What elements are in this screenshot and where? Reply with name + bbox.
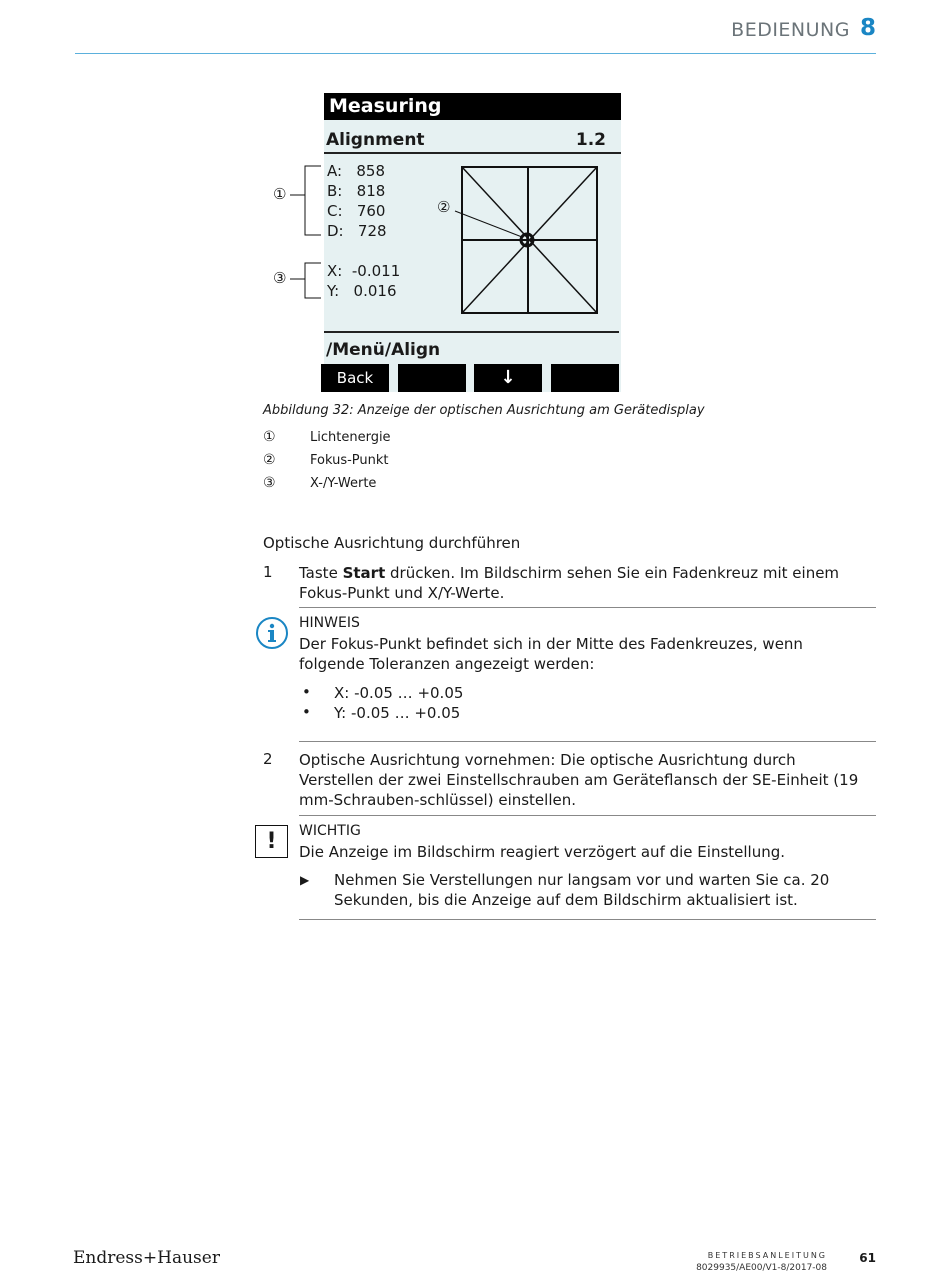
bullet-dot-1: • — [302, 683, 311, 701]
display-divider-bottom — [324, 331, 619, 333]
value-row-x: X: -0.011 — [327, 262, 401, 280]
note-title: HINWEIS — [299, 615, 360, 631]
note-bullet-2: Y: -0.05 … +0.05 — [334, 704, 461, 722]
softkey-down-arrow-icon[interactable]: ↓ — [474, 364, 542, 392]
callout-2-leader — [455, 211, 522, 237]
display-subtitle: Alignment — [326, 130, 425, 150]
figure-caption: Abbildung 32: Anzeige der optischen Ausrichtung am Gerätedisplay — [263, 403, 705, 418]
note-bottom-rule — [299, 741, 876, 742]
important-title: WICHTIG — [299, 823, 361, 839]
step-2-number: 2 — [263, 750, 273, 768]
callout-1-bracket — [290, 166, 321, 235]
legend-number-2: ② — [263, 452, 276, 468]
step-1-text: Taste Start drücken. Im Bildschirm sehen Sie ein Fadenkreuz mit einem Fokus-Punkt und X/Y-Werte. — [299, 564, 840, 602]
page-number: 61 — [859, 1251, 876, 1265]
value-row-y: Y: 0.016 — [327, 282, 397, 300]
step-2-text: Optische Ausrichtung vornehmen: Die optische Ausrichtung durch Verstellen der zwei Einstellschrauben am Geräteflansch der SE-Einheit (19 mm-Schrauben-schlüssel) einstellen. — [299, 751, 859, 809]
brand-logo: Endress+Hauser — [73, 1248, 220, 1268]
value-row-c: C: 760 — [327, 202, 386, 220]
action-triangle-icon: ▶ — [300, 873, 310, 887]
note-top-rule — [299, 607, 876, 608]
important-text: Die Anzeige im Bildschirm reagiert verzögert auf die Einstellung. — [299, 843, 786, 861]
legend-text-1: Lichtenergie — [310, 430, 391, 445]
value-row-b: B: 818 — [327, 182, 386, 200]
footer-doc-type: BETRIEBSANLEITUNG — [707, 1251, 827, 1260]
warning-exclamation-icon: ! — [255, 825, 288, 858]
important-action: Nehmen Sie Verstellungen nur langsam vor und warten Sie ca. 20 Sekunden, bis die Anzeige auf dem Bildschirm aktualisiert ist. — [334, 871, 830, 909]
procedure-heading: Optische Ausrichtung durchführen — [263, 534, 521, 552]
step-1-number: 1 — [263, 563, 273, 581]
softkey-2[interactable] — [398, 364, 466, 392]
display-subtitle-value: 1.2 — [575, 130, 606, 150]
note-bullet-1: X: -0.05 … +0.05 — [334, 684, 464, 702]
display-title: Measuring — [324, 93, 621, 120]
callout-2-marker: ② — [437, 198, 451, 216]
callout-3-marker: ③ — [273, 269, 287, 287]
softkey-back[interactable]: Back — [321, 364, 389, 392]
important-bottom-rule — [299, 919, 876, 920]
focus-point-icon — [521, 234, 533, 246]
important-top-rule — [299, 815, 876, 816]
value-row-d: D: 728 — [327, 222, 387, 240]
chapter-number: 8 — [859, 15, 876, 41]
footer-doc-code: 8029935/AE00/V1-8/2017-08 — [696, 1263, 827, 1273]
bullet-dot-2: • — [302, 703, 311, 721]
callout-1-marker: ① — [273, 185, 287, 203]
alignment-figure-graphics — [0, 0, 950, 420]
section-title: BEDIENUNG — [731, 19, 850, 41]
callout-3-bracket — [290, 263, 321, 298]
note-text: Der Fokus-Punkt befindet sich in der Mitte des Fadenkreuzes, wenn folgende Toleranzen angezeigt werden: — [299, 635, 803, 673]
softkey-4[interactable] — [551, 364, 619, 392]
legend-number-1: ① — [263, 429, 276, 445]
value-row-a: A: 858 — [327, 162, 386, 180]
legend-text-2: Fokus-Punkt — [310, 453, 389, 468]
display-menu-path: /Menü/Align — [326, 340, 441, 360]
legend-text-3: X-/Y-Werte — [310, 476, 377, 491]
info-icon — [255, 616, 289, 650]
legend-number-3: ③ — [263, 475, 276, 491]
